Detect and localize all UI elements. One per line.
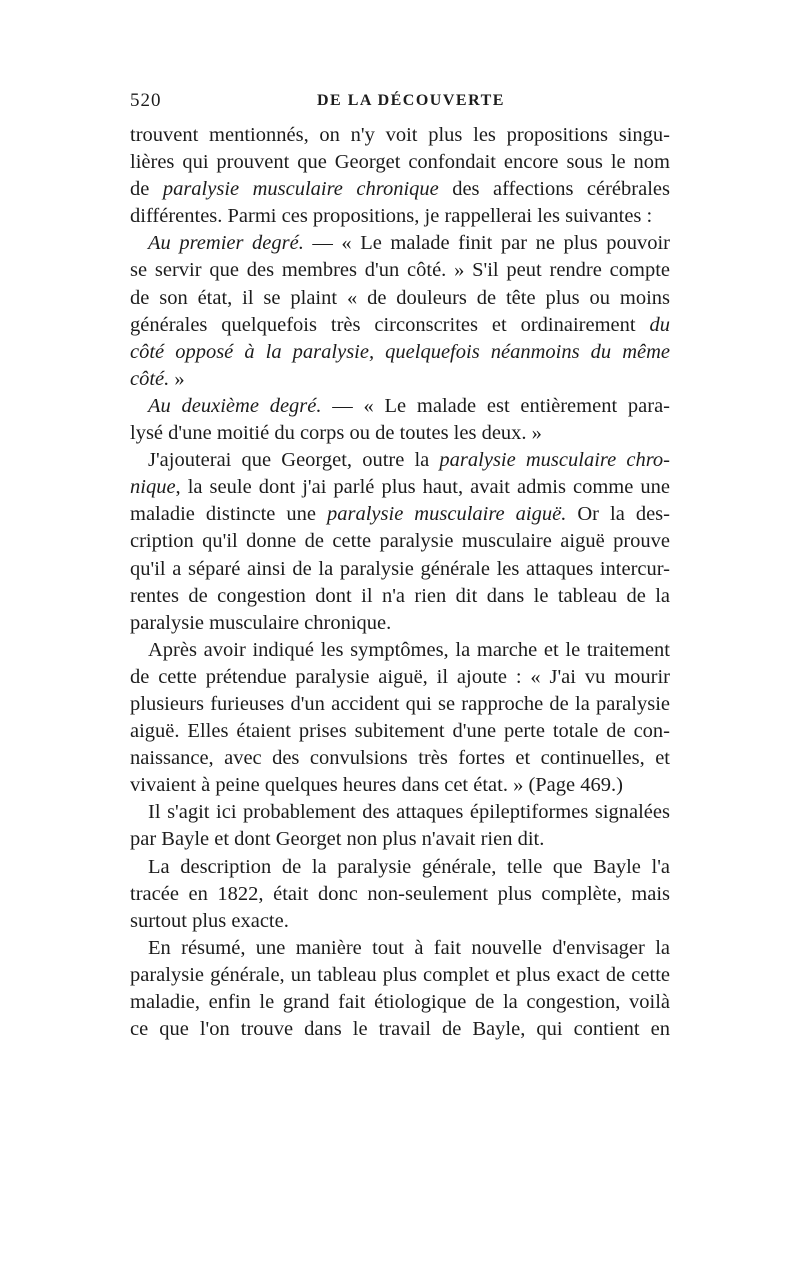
text-line: aiguë. Elles étaient prises subitement d'une perte totale de con- xyxy=(130,720,670,743)
text-line: par Bayle et dont Georget non plus n'avait rien dit. xyxy=(130,828,545,851)
paragraph-8 xyxy=(130,935,670,1043)
text-line: La description de la paralysie générale, telle que Bayle l'a xyxy=(148,855,670,878)
paragraph-3 xyxy=(130,393,670,447)
text-line: Après avoir indiqué les symptômes, la marche et le traitement xyxy=(148,638,670,661)
body-text xyxy=(130,122,670,1043)
text-line: En résumé, une manière tout à fait nouvelle d'envisager la xyxy=(148,936,670,959)
text-line: trouvent mentionnés, on n'y voit plus les propositions singu- xyxy=(130,124,670,146)
italic-term: Au premier degré. xyxy=(148,232,304,255)
text-line: maladie distincte une paralysie musculaire aiguë. Or la des- xyxy=(130,503,670,526)
paragraph-4 xyxy=(130,447,670,637)
italic-term: du xyxy=(649,313,670,336)
paragraph-6 xyxy=(130,799,670,853)
text-line: lysé d'une moitié du corps ou de toutes les deux. » xyxy=(130,422,542,445)
text-line: de son état, il se plaint « de douleurs de tête plus ou moins xyxy=(130,286,670,309)
text-line: surtout plus exacte. xyxy=(130,909,289,932)
text-line xyxy=(130,339,670,366)
text-line: Il s'agit ici probablement des attaques épileptiformes signalées xyxy=(148,801,670,824)
text-line: J'ajouterai que Georget, outre la paralysie musculaire chro- xyxy=(148,449,670,472)
italic-term: paralysie musculaire chro- xyxy=(439,449,670,472)
italic-term: Au deuxième degré. xyxy=(148,394,322,417)
text-line: Au deuxième degré. — « Le malade est entièrement para- xyxy=(148,394,671,417)
italic-term: côté. xyxy=(130,367,170,390)
text-line: naissance, avec des convulsions très fortes et continuelles, et xyxy=(130,747,670,770)
text-line: tracée en 1822, était donc non-seulement plus complète, mais xyxy=(130,882,670,905)
text-line: plusieurs furieuses d'un accident qui se rapproche de la paralysie xyxy=(130,692,670,715)
italic-term: paralysie musculaire chronique xyxy=(162,178,439,201)
running-head xyxy=(130,90,670,122)
paragraph-1 xyxy=(130,122,670,230)
text-line: de cette prétendue paralysie aiguë, il ajoute : « J'ai vu mourir xyxy=(130,665,670,688)
text-line: paralysie générale, un tableau plus complet et plus exact de cette xyxy=(130,963,670,986)
paragraph-7 xyxy=(130,854,670,935)
book-page xyxy=(130,90,670,1043)
text-line: différentes. Parmi ces propositions, je rappellerai les suivantes : xyxy=(130,205,653,228)
italic-term: paralysie musculaire aiguë. xyxy=(327,503,567,526)
text-line: côté. » xyxy=(130,367,185,390)
paragraph-5 xyxy=(130,637,670,800)
text-line: qu'il a séparé ainsi de la paralysie générale les attaques intercur- xyxy=(130,557,670,580)
page-number: 520 xyxy=(130,90,162,111)
text-line: paralysie musculaire chronique. xyxy=(130,611,392,634)
text-line: lières qui prouvent que Georget confondait encore sous le nom xyxy=(130,151,670,174)
text-line: se servir que des membres d'un côté. » S'il peut rendre compte xyxy=(130,259,670,282)
paragraph-2 xyxy=(130,230,670,393)
italic-term: nique xyxy=(130,476,176,499)
text-line: de paralysie musculaire chronique des affections cérébrales xyxy=(130,178,670,201)
running-title: DE LA DÉCOUVERTE xyxy=(317,92,505,109)
text-line: vivaient à peine quelques heures dans cet état. » (Page 469.) xyxy=(130,774,623,797)
italic-term: côté opposé à la paralysie, quelquefois néanmoins du même xyxy=(130,340,670,363)
text-line: Au premier degré. — « Le malade finit par ne plus pouvoir xyxy=(148,232,670,255)
text-line: maladie, enfin le grand fait étiologique de la congestion, voilà xyxy=(130,991,670,1013)
text-line: cription qu'il donne de cette paralysie musculaire aiguë prouve xyxy=(130,530,670,553)
text-line: nique, la seule dont j'ai parlé plus haut, avait admis comme une xyxy=(130,476,670,499)
text-line: rentes de congestion dont il n'a rien dit dans le tableau de la xyxy=(130,584,670,607)
text-line: ce que l'on trouve dans le travail de Bayle, qui contient en xyxy=(130,1018,670,1041)
text-line: générales quelquefois très circonscrites et ordinairement du xyxy=(130,313,670,336)
